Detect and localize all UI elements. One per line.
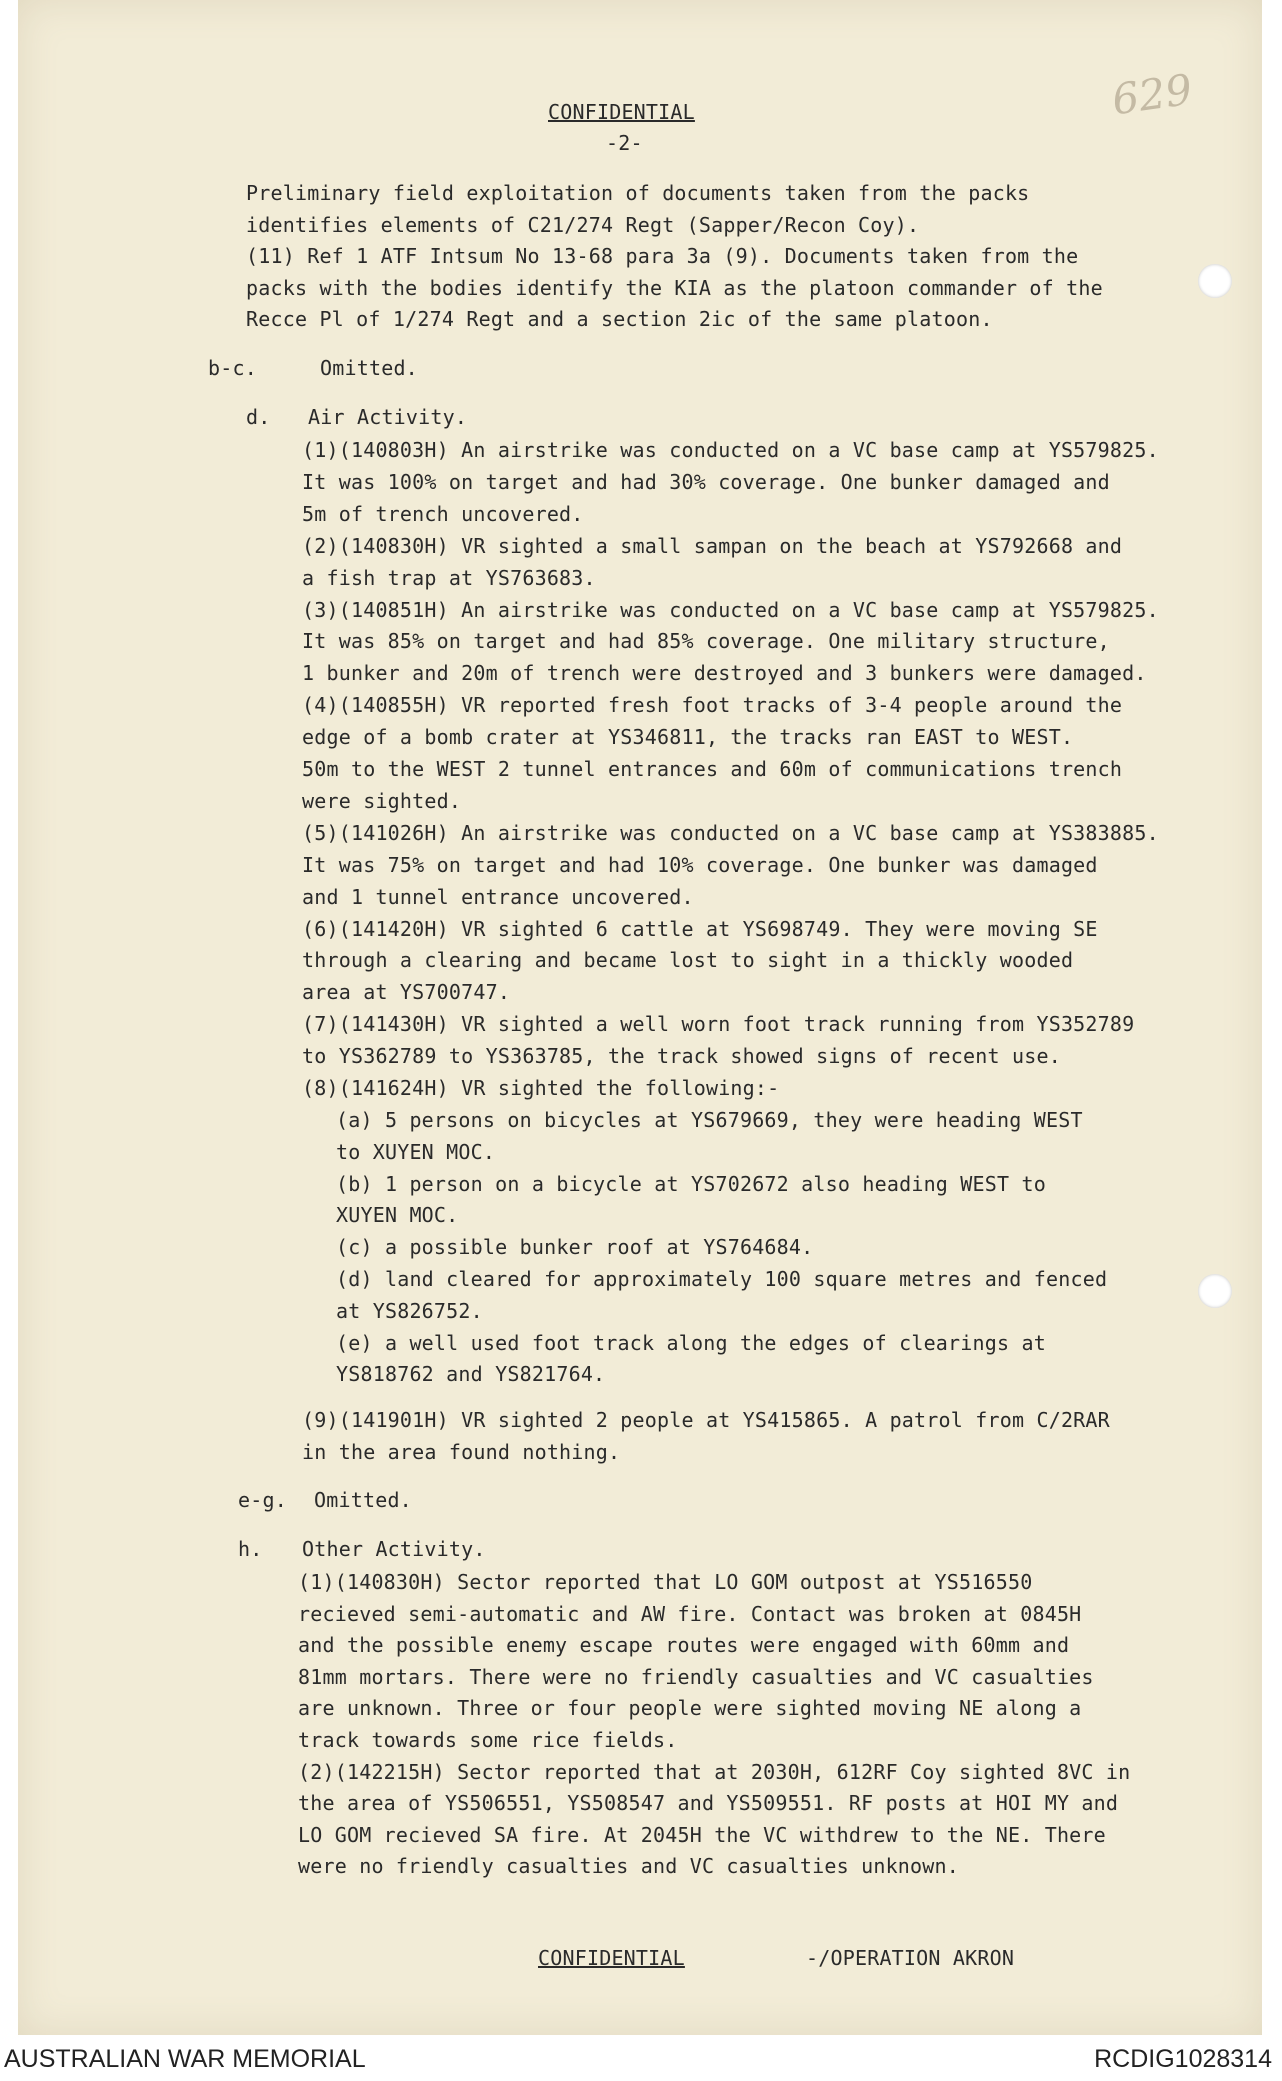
section-d-title: Air Activity. (308, 405, 468, 429)
text-line: and the possible enemy escape routes were engaged with 60mm and (298, 1633, 1070, 1658)
punch-hole-bottom (1198, 1274, 1232, 1308)
text-line: (e) a well used foot track along the edges of clearings at (336, 1330, 1046, 1355)
text-line: (c) a possible bunker roof at YS764684. (336, 1235, 814, 1260)
section-bc-text: Omitted. (320, 356, 418, 380)
text-line: (2)(140830H) VR sighted a small sampan on the beach at YS792668 and (302, 533, 1123, 558)
text-line: (4)(140855H) VR reported fresh foot tracks of 3-4 people around the (302, 693, 1123, 718)
text-line: 1 bunker and 20m of trench were destroyed and 3 bunkers were damaged. (302, 661, 1147, 686)
text-line: were no friendly casualties and VC casualties unknown. (298, 1854, 960, 1879)
text-line: YS818762 and YS821764. (336, 1362, 606, 1387)
text-line: (a) 5 persons on bicycles at YS679669, they were heading WEST (336, 1108, 1083, 1132)
section-d-label: d. (246, 405, 271, 429)
text-line: (1)(140803H) An airstrike was conducted on a VC base camp at YS579825. (302, 438, 1159, 462)
header-classification: CONFIDENTIAL (548, 100, 695, 124)
text-line: It was 100% on target and had 30% coverage. One bunker damaged and (302, 469, 1110, 494)
text-line: 81mm mortars. There were no friendly casualties and VC casualties (298, 1664, 1094, 1689)
text-line: (5)(141026H) An airstrike was conducted on a VC base camp at YS383885. (302, 820, 1159, 845)
text-line: the area of YS506551, YS508547 and YS509551. RF posts at HOI MY and (298, 1791, 1119, 1816)
text-line: through a clearing and became lost to sight in a thickly wooded (302, 948, 1074, 973)
text-line: It was 75% on target and had 10% coverage. One bunker was damaged (302, 852, 1098, 877)
footer-operation: -/OPERATION AKRON (806, 1946, 1015, 1970)
punch-hole-top (1198, 264, 1232, 298)
text-line: XUYEN MOC. (336, 1203, 459, 1228)
text-line: in the area found nothing. (302, 1439, 621, 1464)
page-number: -2- (606, 131, 643, 155)
text-line: to YS362789 to YS363785, the track showed signs of recent use. (302, 1044, 1061, 1069)
text-line: track towards some rice fields. (298, 1728, 678, 1752)
text-line: (3)(140851H) An airstrike was conducted on a VC base camp at YS579825. (302, 597, 1159, 622)
text-line: It was 85% on target and had 85% coverage. One military structure, (302, 629, 1110, 654)
text-line: LO GOM recieved SA fire. At 2045H the VC withdrew to the NE. There (298, 1822, 1106, 1847)
text-line: packs with the bodies identify the KIA as the platoon commander of the (246, 275, 1103, 300)
text-line: area at YS700747. (302, 980, 511, 1005)
text-line: at YS826752. (336, 1298, 483, 1323)
text-line: (2)(142215H) Sector reported that at 2030H, 612RF Coy sighted 8VC in (298, 1759, 1131, 1784)
text-line: (d) land cleared for approximately 100 square metres and fenced (336, 1267, 1108, 1291)
section-eg-label: e-g. (238, 1488, 287, 1512)
section-eg-text: Omitted. (314, 1488, 412, 1512)
text-line: (8)(141624H) VR sighted the following:- (302, 1076, 780, 1100)
text-line: (9)(141901H) VR sighted 2 people at YS415865. A patrol from C/2RAR (302, 1408, 1110, 1432)
section-h-title: Other Activity. (302, 1537, 486, 1561)
text-line: and 1 tunnel entrance uncovered. (302, 884, 694, 909)
text-line: (7)(141430H) VR sighted a well worn foot track running from YS352789 (302, 1012, 1135, 1037)
text-line: recieved semi-automatic and AW fire. Contact was broken at 0845H (298, 1601, 1082, 1626)
document-page (18, 0, 1262, 2035)
text-line: a fish trap at YS763683. (302, 565, 596, 590)
text-line: edge of a bomb crater at YS346811, the tracks ran EAST to WEST. (302, 725, 1074, 750)
text-line: were sighted. (302, 788, 462, 813)
text-line: identifies elements of C21/274 Regt (Sapper/Recon Coy). (246, 212, 920, 237)
text-line: are unknown. Three or four people were sighted moving NE along a (298, 1696, 1082, 1721)
text-line: (1)(140830H) Sector reported that LO GOM outpost at YS516550 (298, 1570, 1033, 1594)
text-line: 5m of trench uncovered. (302, 501, 584, 526)
pencil-annotation: 629 (1108, 64, 1196, 125)
section-bc-label: b-c. (208, 356, 257, 380)
archive-reference: RCDIG1028314 (1094, 2045, 1272, 2073)
text-line: Recce Pl of 1/274 Regt and a section 2ic of the same platoon. (246, 307, 993, 331)
archive-institution: AUSTRALIAN WAR MEMORIAL (4, 2045, 366, 2073)
text-line: (b) 1 person on a bicycle at YS702672 also heading WEST to (336, 1171, 1046, 1196)
section-h-label: h. (238, 1537, 263, 1561)
text-line: 50m to the WEST 2 tunnel entrances and 60m of communications trench (302, 757, 1123, 781)
text-line: to XUYEN MOC. (336, 1139, 496, 1164)
archive-footer (0, 2035, 1282, 2081)
text-line: (11) Ref 1 ATF Intsum No 13-68 para 3a (9). Documents taken from the (246, 244, 1079, 268)
text-line: (6)(141420H) VR sighted 6 cattle at YS698749. They were moving SE (302, 916, 1098, 941)
text-line: Preliminary field exploitation of documents taken from the packs (246, 181, 1030, 205)
footer-classification: CONFIDENTIAL (538, 1946, 685, 1970)
